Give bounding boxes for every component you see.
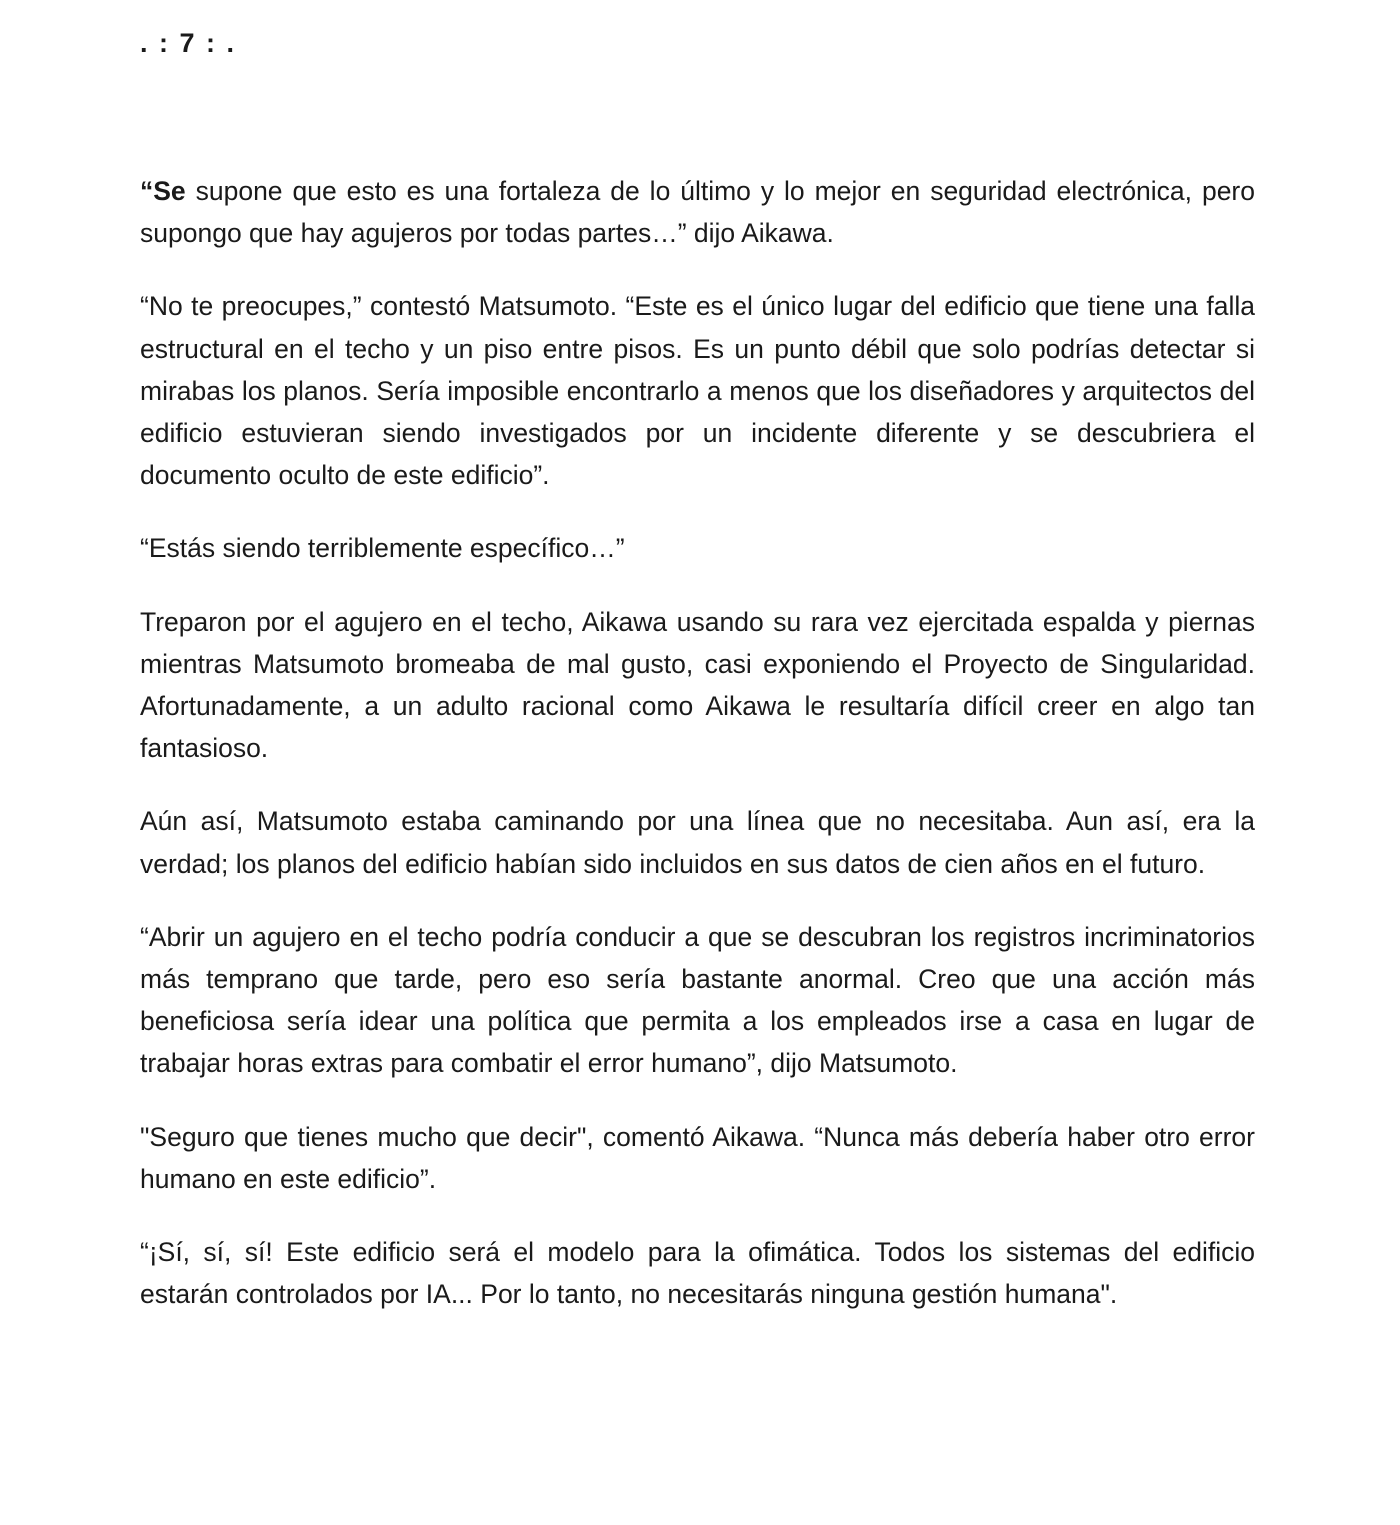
paragraph-4: Treparon por el agujero en el techo, Aikawa usando su rara vez ejercitada espalda y piernas mientras Matsumoto bromeaba de mal gusto, casi exponiendo el Proyecto de Singularidad. Afortunadamente, a un adulto racional como Aikawa le resultaría difícil creer en algo tan fantasioso. — [140, 606, 1255, 764]
paragraph-text: supone que esto es una fortaleza de lo último y lo mejor en seguridad electrónica, pero supongo que hay agujeros por todas partes…” dijo Aikawa. — [140, 176, 1255, 249]
paragraph-5: Aún así, Matsumoto estaba caminando por una línea que no necesitaba. Aun así, era la verdad; los planos del edificio habían sido incluidos en sus datos de cien años en el futuro. — [140, 806, 1255, 879]
paragraph-3: “Estás siendo terriblemente específico…” — [140, 533, 625, 564]
paragraph-1 — [140, 170, 1255, 254]
document-body — [140, 170, 1255, 1346]
paragraph-6: “Abrir un agujero en el techo podría conducir a que se descubran los registros incriminatorios más temprano que tarde, pero eso sería bastante anormal. Creo que una acción más beneficiosa sería idear una política que permita a los empleados irse a casa en lugar de trabajar horas extras para combatir el error humano”, dijo Matsumoto. — [140, 921, 1255, 1079]
paragraph-8: “¡Sí, sí, sí! Este edificio será el modelo para la ofimática. Todos los sistemas del edificio estarán controlados por IA... Por lo tanto, no necesitarás ninguna gestión humana". — [140, 1237, 1255, 1310]
chapter-marker: . : 7 : . — [140, 28, 237, 58]
paragraph-7: "Seguro que tienes mucho que decir", comentó Aikawa. “Nunca más debería haber otro error humano en este edificio”. — [140, 1121, 1255, 1194]
paragraph-2: “No te preocupes,” contestó Matsumoto. “Este es el único lugar del edificio que tiene una falla estructural en el techo y un piso entre pisos. Es un punto débil que solo podrías detectar si mirabas los planos. Sería imposible encontrarlo a menos que los diseñadores y arquitectos del edificio estuvieran siendo investigados por un incidente diferente y se descubriera el documento oculto de este edificio”. — [140, 291, 1255, 491]
paragraph-lead-word: “Se — [140, 176, 186, 206]
